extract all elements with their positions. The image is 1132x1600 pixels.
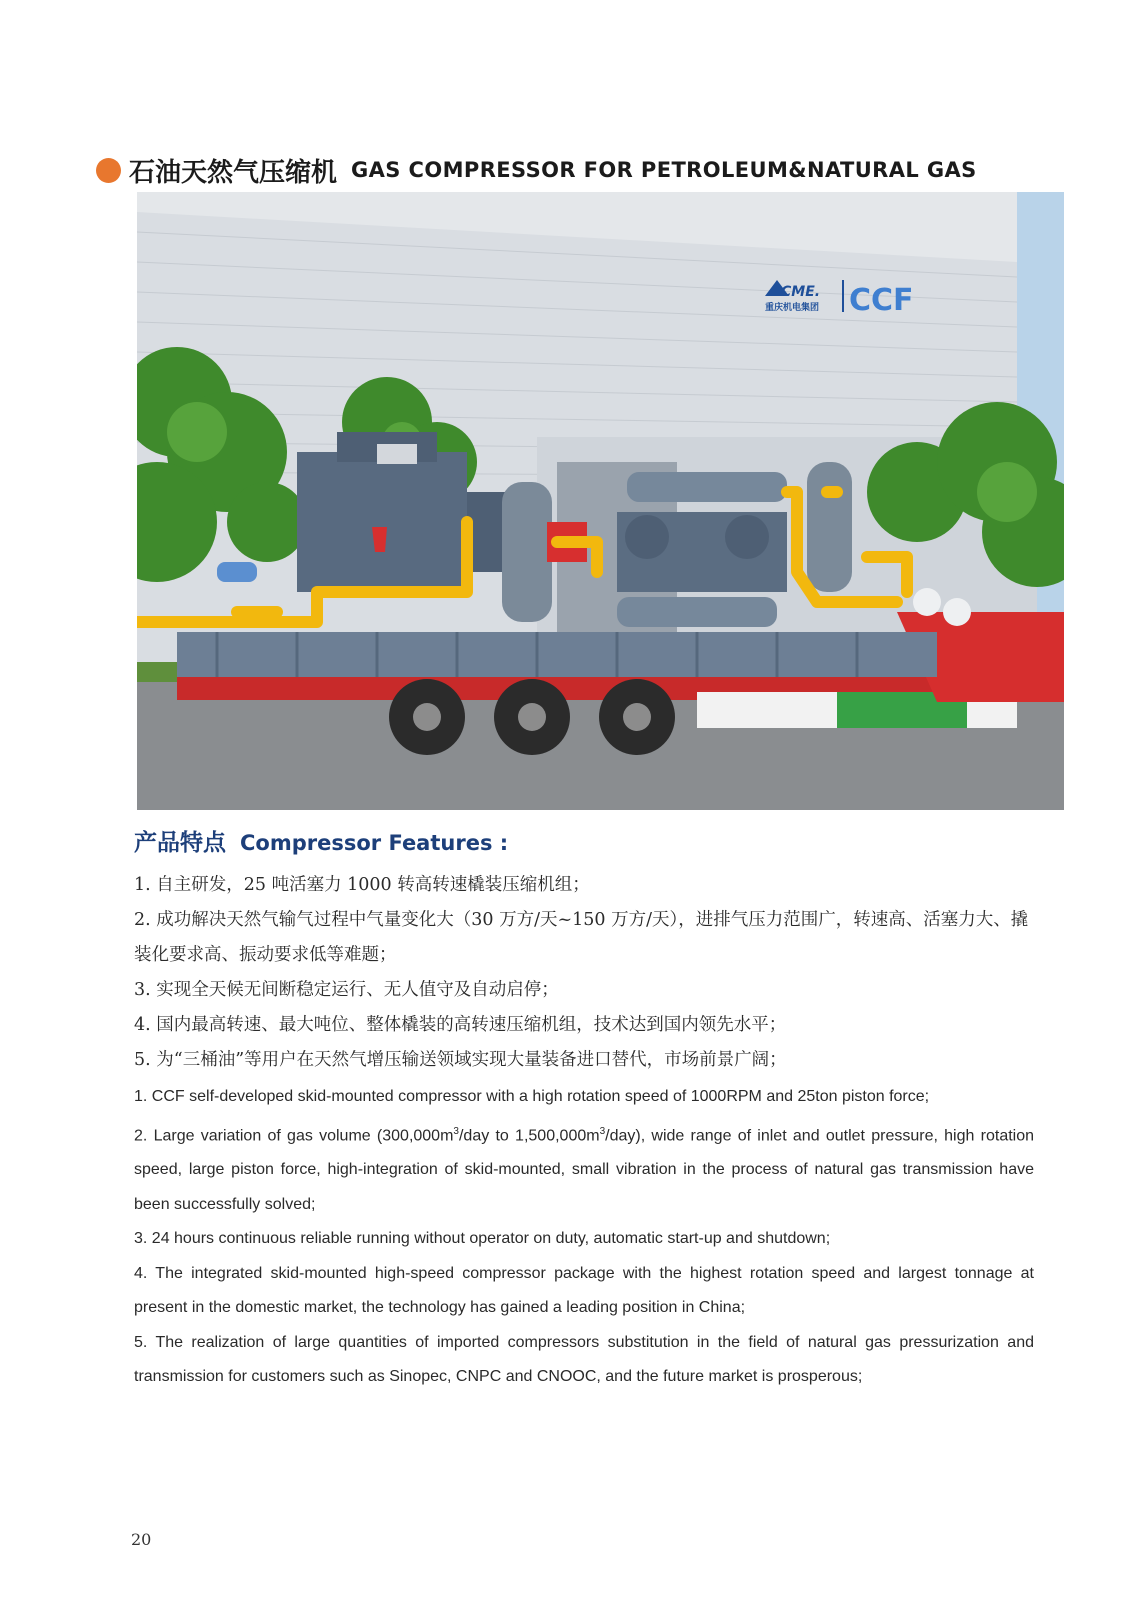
logo-text: CME. (781, 284, 821, 300)
feature-item-en: 5. The realization of large quantities of imported compressors substitution in the field of natural gas pressurization and transmission for customers such as Sinopec, CNPC and CNOOC, and the future market is prosperous; (134, 1333, 1034, 1386)
feature-text: /day), wide range of inlet and outlet pressure, high rotation speed, large piston force, high-integration of skid-mounted, small vibration in the process of natural gas transmission have been successfully solved; (134, 1126, 1035, 1213)
logo-brand: CCF (849, 283, 914, 318)
feature-item-cn: 4. 国内最高转速、最大吨位、整体橇装的高转速压缩机组，技术达到国内领先水平； (134, 1015, 787, 1035)
section-title (96, 150, 977, 190)
feature-item-en (134, 1115, 1034, 1223)
feature-text: /day to 1,500,000m (458, 1126, 600, 1144)
features-heading-en: Compressor Features : (240, 831, 509, 855)
superscript: 3 (599, 1125, 606, 1137)
logo-subtext: 重庆机电集团 (765, 303, 820, 313)
feature-item-cn: 5. 为“三桶油”等用户在天然气增压输送领域实现大量装备进口替代，市场前景广阔； (134, 1050, 787, 1070)
page-number: 20 (131, 1530, 152, 1549)
compressor-photo (137, 192, 1064, 810)
section-title-cn: 石油天然气压缩机 (129, 157, 338, 188)
features-list-cn (134, 868, 1034, 1078)
features-heading (134, 824, 508, 857)
superscript: 3 (453, 1125, 459, 1137)
feature-item-en: 4. The integrated skid-mounted high-speed compressor package with the highest rotation speed and largest tonnage at present in the domestic market, the technology has gained a leading position in China; (134, 1264, 1034, 1317)
feature-item-cn: 1. 自主研发，25 吨活塞力 1000 转高转速橇装压缩机组； (134, 875, 590, 895)
bullet-circle-icon (96, 158, 121, 183)
feature-item-cn: 3. 实现全天候无间断稳定运行、无人值守及自动启停； (134, 980, 559, 1000)
feature-item-en: 3. 24 hours continuous reliable running without operator on duty, automatic start-up and shutdown; (134, 1230, 831, 1248)
feature-item-cn: 2. 成功解决天然气输气过程中气量变化大（30 万方/天~150 万方/天），进排气压力范围广，转速高、活塞力大、撬装化要求高、振动要求低等难题； (134, 910, 1029, 965)
section-title-en: GAS COMPRESSOR FOR PETROLEUM&NATURAL GAS (351, 158, 977, 182)
features-heading-cn: 产品特点 (134, 830, 226, 856)
feature-item-en: 1. CCF self-developed skid-mounted compressor with a high rotation speed of 1000RPM and 25ton piston force; (134, 1088, 930, 1105)
features-list-en (134, 1080, 1034, 1395)
feature-text: 2. Large variation of gas volume (300,000m (134, 1126, 454, 1144)
